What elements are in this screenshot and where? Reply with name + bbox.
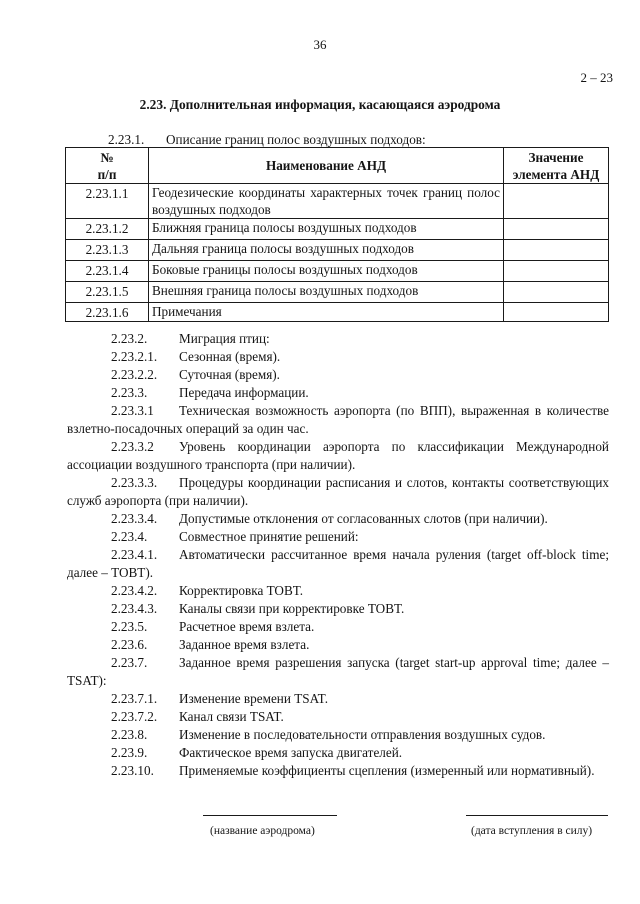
item-number: 2.23.6. <box>111 637 148 652</box>
item-number: 2.23.3.3. <box>111 475 158 490</box>
list-item <box>67 528 609 546</box>
list-item <box>67 348 609 366</box>
item-number: 2.23.9. <box>111 745 148 760</box>
list-item <box>67 618 609 636</box>
item-text: Передача информации. <box>179 385 309 400</box>
item-number: 2.23.7. <box>111 655 148 670</box>
item-text: Каналы связи при корректировке TOBT. <box>179 601 405 616</box>
signature-line-right <box>466 815 608 816</box>
item-number: 2.23.3.1 <box>111 403 154 418</box>
table-caption-text: Описание границ полос воздушных подходов: <box>166 132 426 147</box>
list-item <box>67 330 609 348</box>
item-text: Изменение времени TSAT. <box>179 691 329 706</box>
list-item <box>67 726 609 744</box>
table-row <box>66 303 609 322</box>
item-number: 2.23.2.1. <box>111 349 158 364</box>
item-text: Совместное принятие решений: <box>179 529 359 544</box>
item-number: 2.23.3.4. <box>111 511 158 526</box>
list-item <box>67 690 609 708</box>
item-text: Заданное время разрешения запуска (target start-up approval time; далее – TSAT): <box>67 655 609 688</box>
table-row <box>66 261 609 282</box>
signature-label-left: (название аэродрома) <box>210 825 315 837</box>
row-name: Боковые границы полосы воздушных подходов <box>149 261 504 282</box>
header-value <box>504 148 609 184</box>
list-item <box>67 744 609 762</box>
item-text: Применяемые коэффициенты сцепления (измеренный или нормативный). <box>179 763 595 778</box>
table-header-row <box>66 148 609 184</box>
item-number: 2.23.3.2 <box>111 439 154 454</box>
row-name: Дальняя граница полосы воздушных подходов <box>149 240 504 261</box>
list-item <box>67 384 609 402</box>
item-text: Допустимые отклонения от согласованных слотов (при наличии). <box>179 511 548 526</box>
list-item <box>67 582 609 600</box>
row-number: 2.23.1.1 <box>66 184 149 219</box>
table-caption-number: 2.23.1. <box>108 132 145 147</box>
item-text: Сезонная (время). <box>179 349 281 364</box>
table-row <box>66 184 609 219</box>
item-number: 2.23.2. <box>111 331 148 346</box>
item-number: 2.23.8. <box>111 727 148 742</box>
list-item <box>67 708 609 726</box>
row-number: 2.23.1.5 <box>66 282 149 303</box>
item-text: Расчетное время взлета. <box>179 619 315 634</box>
header-number-line2: п/п <box>97 166 117 182</box>
row-name: Ближняя граница полосы воздушных подходов <box>149 219 504 240</box>
item-text: Заданное время взлета. <box>179 637 310 652</box>
list-item <box>67 510 609 528</box>
item-text: Суточная (время). <box>179 367 280 382</box>
list-item <box>67 474 609 510</box>
row-value <box>504 240 609 261</box>
list-item <box>67 438 609 474</box>
row-name: Геодезические координаты характерных точек границ полос воздушных подходов <box>149 184 504 219</box>
row-number: 2.23.1.2 <box>66 219 149 240</box>
list-item <box>67 600 609 618</box>
list-item <box>67 366 609 384</box>
item-number: 2.23.4.1. <box>111 547 158 562</box>
item-number: 2.23.7.2. <box>111 709 158 724</box>
row-value <box>504 219 609 240</box>
table-row <box>66 240 609 261</box>
list-item <box>67 762 609 780</box>
item-number: 2.23.3. <box>111 385 148 400</box>
table-row <box>66 282 609 303</box>
row-value <box>504 261 609 282</box>
header-value-line1: Значение <box>528 149 584 165</box>
table-row <box>66 219 609 240</box>
page-number: 36 <box>313 37 327 52</box>
row-value <box>504 282 609 303</box>
section-code: 2 – 23 <box>580 70 613 85</box>
row-number: 2.23.1.4 <box>66 261 149 282</box>
and-table <box>65 147 609 322</box>
item-number: 2.23.4. <box>111 529 148 544</box>
item-text: Корректировка TOBT. <box>179 583 304 598</box>
row-number: 2.23.1.6 <box>66 303 149 322</box>
item-text: Процедуры координации расписания и слотов, контакты соответствующих служб аэропорта (при наличии). <box>67 475 609 508</box>
row-name: Примечания <box>149 303 504 322</box>
item-number: 2.23.2.2. <box>111 367 158 382</box>
list-item <box>67 546 609 582</box>
signature-label-right: (дата вступления в силу) <box>471 825 593 837</box>
list-item <box>67 636 609 654</box>
section-title: 2.23. Дополнительная информация, касающаяся аэродрома <box>139 97 501 112</box>
row-value <box>504 184 609 219</box>
item-number: 2.23.4.2. <box>111 583 158 598</box>
item-number: 2.23.10. <box>111 763 154 778</box>
item-number: 2.23.7.1. <box>111 691 158 706</box>
item-text: Автоматически рассчитанное время начала руления (target off-block time; далее – TOBT). <box>67 547 609 580</box>
signature-line-left <box>203 815 337 816</box>
header-name: Наименование АНД <box>149 148 504 184</box>
item-text: Техническая возможность аэропорта (по ВПП), выраженная в количестве взлетно-посадочных операций за один час. <box>67 403 609 436</box>
item-text: Уровень координации аэропорта по классификации Международной ассоциации воздушного транспорта (при наличии). <box>67 439 609 472</box>
item-number: 2.23.5. <box>111 619 148 634</box>
row-value <box>504 303 609 322</box>
list-item <box>67 402 609 438</box>
item-text: Миграция птиц: <box>179 331 270 346</box>
item-text: Канал связи TSAT. <box>179 709 284 724</box>
header-number-line1: № <box>100 149 114 165</box>
row-name: Внешняя граница полосы воздушных подходов <box>149 282 504 303</box>
item-text: Изменение в последовательности отправления воздушных судов. <box>179 727 546 742</box>
row-number: 2.23.1.3 <box>66 240 149 261</box>
item-number: 2.23.4.3. <box>111 601 158 616</box>
header-number <box>66 148 149 184</box>
header-value-line2: элемента АНД <box>512 166 600 182</box>
item-text: Фактическое время запуска двигателей. <box>179 745 403 760</box>
list-item <box>67 654 609 690</box>
